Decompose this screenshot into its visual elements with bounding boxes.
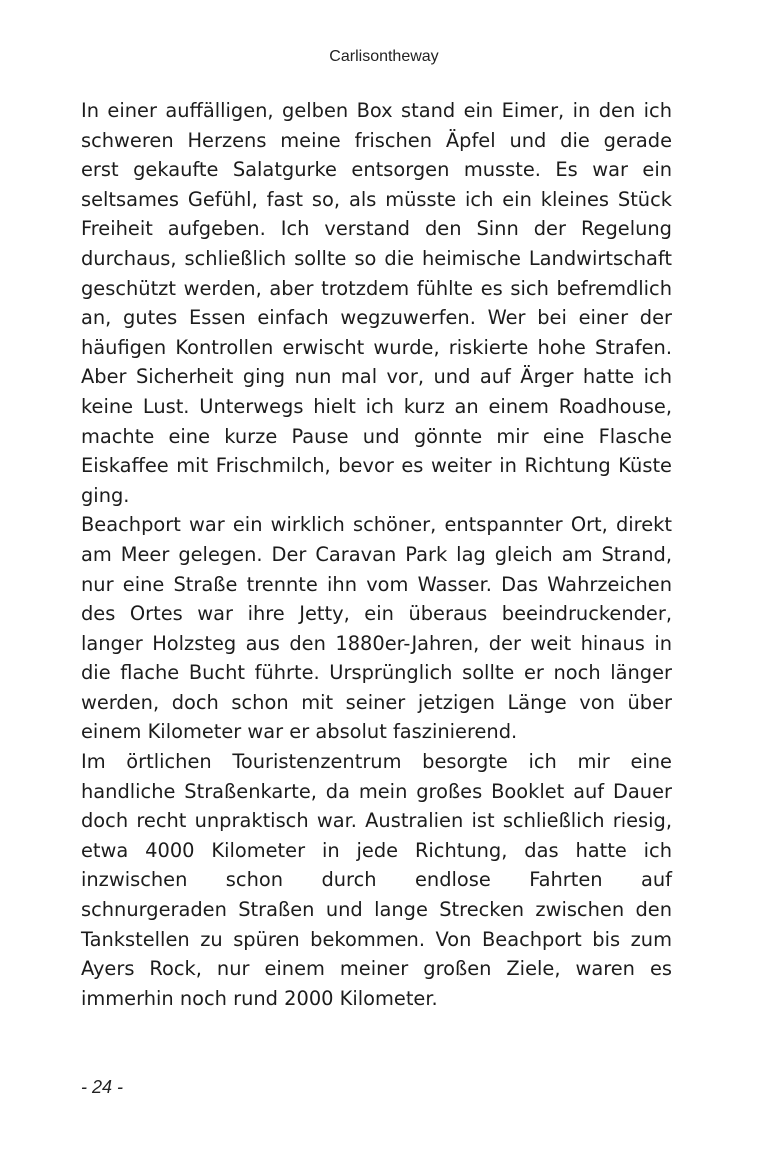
text-line: durchaus, schließlich sollte so die heimische Landwirtschaft	[81, 246, 672, 270]
text-line: Ayers Rock, nur einem meiner großen Ziele, waren es	[81, 957, 672, 981]
text-line: ging.	[81, 483, 130, 507]
text-line: am Meer gelegen. Der Caravan Park lag gleich am Strand,	[81, 542, 672, 566]
text-line: schnurgeraden Straßen und lange Strecken zwischen den	[81, 898, 672, 922]
text-line: handliche Straßenkarte, da mein großes Booklet auf Dauer	[81, 779, 672, 803]
text-line: nur eine Straße trennte ihn vom Wasser. Das Wahrzeichen	[81, 572, 672, 596]
text-line: keine Lust. Unterwegs hielt ich kurz an einem Roadhouse,	[81, 394, 672, 418]
text-line: Eiskaffee mit Frischmilch, bevor es weiter in Richtung Küste	[81, 454, 672, 478]
text-line: werden, doch schon mit seiner jetzigen Länge von über	[81, 690, 672, 714]
text-line: seltsames Gefühl, fast so, als müsste ich ein kleines Stück	[81, 187, 672, 211]
text-line: an, gutes Essen einfach wegzuwerfen. Wer bei einer der	[81, 306, 672, 330]
paragraph-1	[81, 96, 672, 510]
page-number: - 24 -	[81, 1077, 124, 1097]
text-line: Beachport war ein wirklich schöner, entspannter Ort, direkt	[81, 513, 672, 537]
text-line: immerhin noch rund 2000 Kilometer.	[81, 986, 438, 1010]
text-line: erst gekaufte Salatgurke entsorgen musste. Es war ein	[81, 158, 672, 182]
text-line: einem Kilometer war er absolut faszinierend.	[81, 720, 518, 744]
text-line: häufigen Kontrollen erwischt wurde, riskierte hohe Strafen.	[81, 335, 672, 359]
text-line: doch recht unpraktisch war. Australien ist schließlich riesig,	[81, 809, 672, 833]
running-header: Carlisontheway	[329, 48, 439, 65]
text-line: inzwischen schon durch endlose Fahrten auf	[81, 868, 672, 892]
text-line: Freiheit aufgeben. Ich verstand den Sinn der Regelung	[81, 217, 672, 241]
text-line: des Ortes war ihre Jetty, ein überaus beeindruckender,	[81, 602, 672, 626]
body-text	[81, 96, 672, 1013]
paragraph-2	[81, 510, 672, 747]
text-line: Im örtlichen Touristenzentrum besorgte ich mir eine	[81, 750, 672, 774]
text-line: In einer auffälligen, gelben Box stand ein Eimer, in den ich	[81, 99, 672, 122]
text-line: etwa 4000 Kilometer in jede Richtung, das hatte ich	[81, 838, 672, 862]
text-line: Aber Sicherheit ging nun mal vor, und auf Ärger hatte ich	[81, 365, 672, 389]
text-line: langer Holzsteg aus den 1880er-Jahren, der weit hinaus in	[81, 631, 672, 655]
text-line: machte eine kurze Pause und gönnte mir eine Flasche	[81, 424, 672, 448]
paragraph-3	[81, 747, 672, 1013]
text-line: die flache Bucht führte. Ursprünglich sollte er noch länger	[81, 661, 672, 685]
text-line: geschützt werden, aber trotzdem fühlte es sich befremdlich	[81, 276, 672, 300]
text-line: schweren Herzens meine frischen Äpfel und die gerade	[81, 128, 672, 152]
text-line: Tankstellen zu spüren bekommen. Von Beachport bis zum	[81, 927, 672, 951]
